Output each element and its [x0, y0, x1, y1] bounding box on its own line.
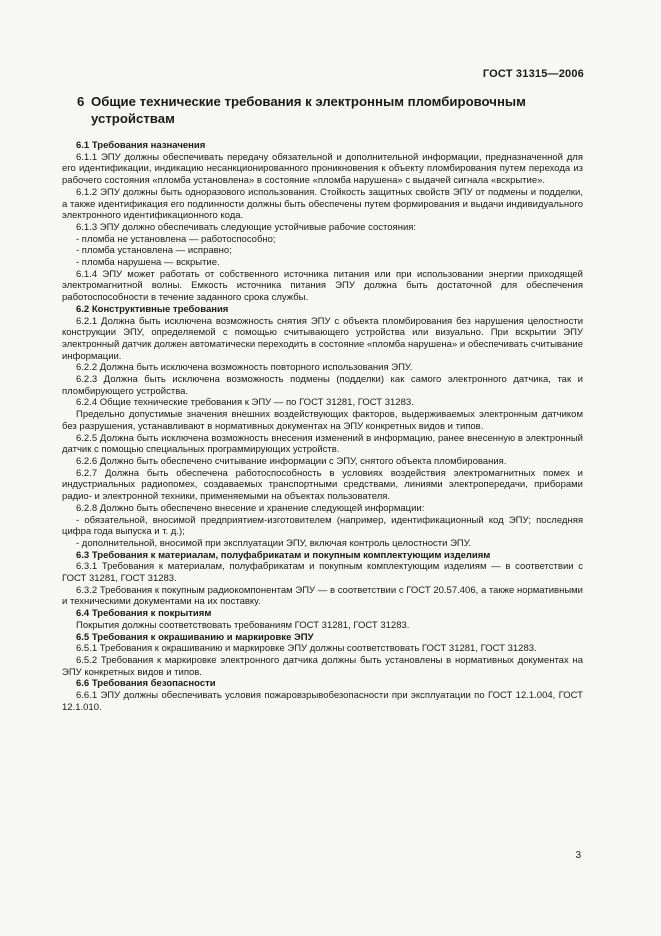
- paragraph: 6.3.2 Требования к покупным радиокомпонентам ЭПУ — в соответствии с ГОСТ 20.57.406, а также нормативными и техническими документами на их поставку.: [62, 584, 583, 608]
- section-title-text: Общие технические требования к электронным пломбировочным устройствам: [91, 94, 526, 126]
- paragraph: 6.6.1 ЭПУ должны обеспечивать условия пожаровзрывобезопасности при эксплуатации по ГОСТ 12.1.004, ГОСТ 12.1.010.: [62, 690, 583, 713]
- subsection-heading: 6.6 Требования безопасности: [76, 678, 216, 690]
- paragraph: 6.5.2 Требования к маркировке электронного датчика должны быть установлены в нормативных документах на ЭПУ конкретных видов и типов.: [62, 654, 583, 678]
- paragraph: 6.1.4 ЭПУ может работать от собственного источника питания или при использовании энергии приходящей электромагнитной волны. Емкость источника питания ЭПУ должна быть достаточной для обеспечения работоспособности в течение заданного срока службы.: [62, 268, 583, 304]
- paragraph: 6.1.2 ЭПУ должны быть одноразового использования. Стойкость защитных свойств ЭПУ от подмены и подделки, а также идентификация его подлинности должны быть обеспечены путем формирования и выдачи индивидуального электронного идентификационного кода.: [62, 186, 583, 222]
- document-body: [62, 140, 583, 713]
- list-item: - пломба нарушена — вскрытие.: [76, 257, 220, 269]
- paragraph: 6.1.3 ЭПУ должно обеспечивать следующие устойчивые рабочие состояния:: [76, 221, 417, 233]
- paragraph: 6.2.7 Должна быть обеспечена работоспособность в условиях воздействия электромагнитных помех и индустриальных радиопомех, создаваемых транспортными средствами, линиями электропередачи, приборами радио- и электронной техники, применяемыми на объектах пользователя.: [62, 467, 583, 503]
- paragraph: 6.1.1 ЭПУ должны обеспечивать передачу обязательной и дополнительной информации, предназначенной для его идентификации, индикацию несанкционированного проникновения к объекту пломбирования путем перехода из рабочего состояния «пломба установлена» в состояние «пломба нарушена» с выдачей сигнала «вскрытие».: [62, 151, 583, 187]
- document-header: ГОСТ 31315—2006: [482, 68, 584, 80]
- paragraph: 6.2.8 Должно быть обеспечено внесение и хранение следующей информации:: [76, 502, 425, 514]
- list-item: - обязательной, вносимой предприятием-изготовителем (например, идентификационный код ЭПУ; последняя цифра года выпуска и т. д.);: [62, 514, 583, 538]
- paragraph: 6.2.4 Общие технические требования к ЭПУ — по ГОСТ 31281, ГОСТ 31283.: [76, 397, 414, 409]
- page-number: 3: [575, 850, 581, 861]
- paragraph: Предельно допустимые значения внешних воздействующих факторов, выдерживаемых электронным датчиком без разрушения, устанавливают в нормативных документах на ЭПУ конкретных видов и типов.: [62, 409, 583, 432]
- list-item: - дополнительной, вносимой при эксплуатации ЭПУ, включая контроль целостности ЭПУ.: [76, 537, 472, 549]
- paragraph: 6.5.1 Требования к окрашиванию и маркировке ЭПУ должны соответствовать ГОСТ 31281, ГОСТ 31283.: [76, 643, 537, 655]
- paragraph: 6.2.1 Должна быть исключена возможность снятия ЭПУ с объекта пломбирования без нарушения целостности конструкции ЭПУ, определяемой с помощью считывающего устройства или визуально. При вскрытии ЭПУ электронный датчик должен автоматически переходить в состояние «пломба нарушена» и обеспечивать считывание информации.: [62, 315, 583, 362]
- subsection-heading: 6.5 Требования к окрашиванию и маркировке ЭПУ: [76, 631, 314, 643]
- subsection-heading: 6.3 Требования к материалам, полуфабрикатам и покупным комплектующим изделиям: [76, 549, 491, 561]
- paragraph: 6.3.1 Требования к материалам, полуфабрикатам и покупным комплектующим изделиям — в соответствии с ГОСТ 31281, ГОСТ 31283.: [62, 561, 583, 585]
- paragraph: 6.2.3 Должна быть исключена возможность подмены (подделки) как самого электронного датчика, так и пломбирующего устройства.: [62, 374, 583, 397]
- subsection-heading: 6.2 Конструктивные требования: [76, 303, 229, 315]
- subsection-heading: 6.1 Требования назначения: [76, 140, 206, 151]
- paragraph: Покрытия должны соответствовать требованиям ГОСТ 31281, ГОСТ 31283.: [76, 619, 410, 631]
- paragraph: 6.2.2 Должна быть исключена возможность повторного использования ЭПУ.: [76, 362, 413, 374]
- subsection-heading: 6.4 Требования к покрытиям: [76, 608, 212, 620]
- list-item: - пломба установлена — исправно;: [76, 245, 232, 257]
- paragraph: 6.2.5 Должна быть исключена возможность внесения изменений в информацию, ранее внесенную в электронный датчик с помощью специальных программирующих устройств.: [62, 432, 583, 456]
- section-number: 6: [77, 94, 85, 109]
- list-item: - пломба не установлена — работоспособно;: [76, 233, 276, 245]
- section-title: [77, 94, 582, 127]
- paragraph: 6.2.6 Должно быть обеспечено считывание информации с ЭПУ, снятого объекта пломбирования.: [76, 455, 507, 467]
